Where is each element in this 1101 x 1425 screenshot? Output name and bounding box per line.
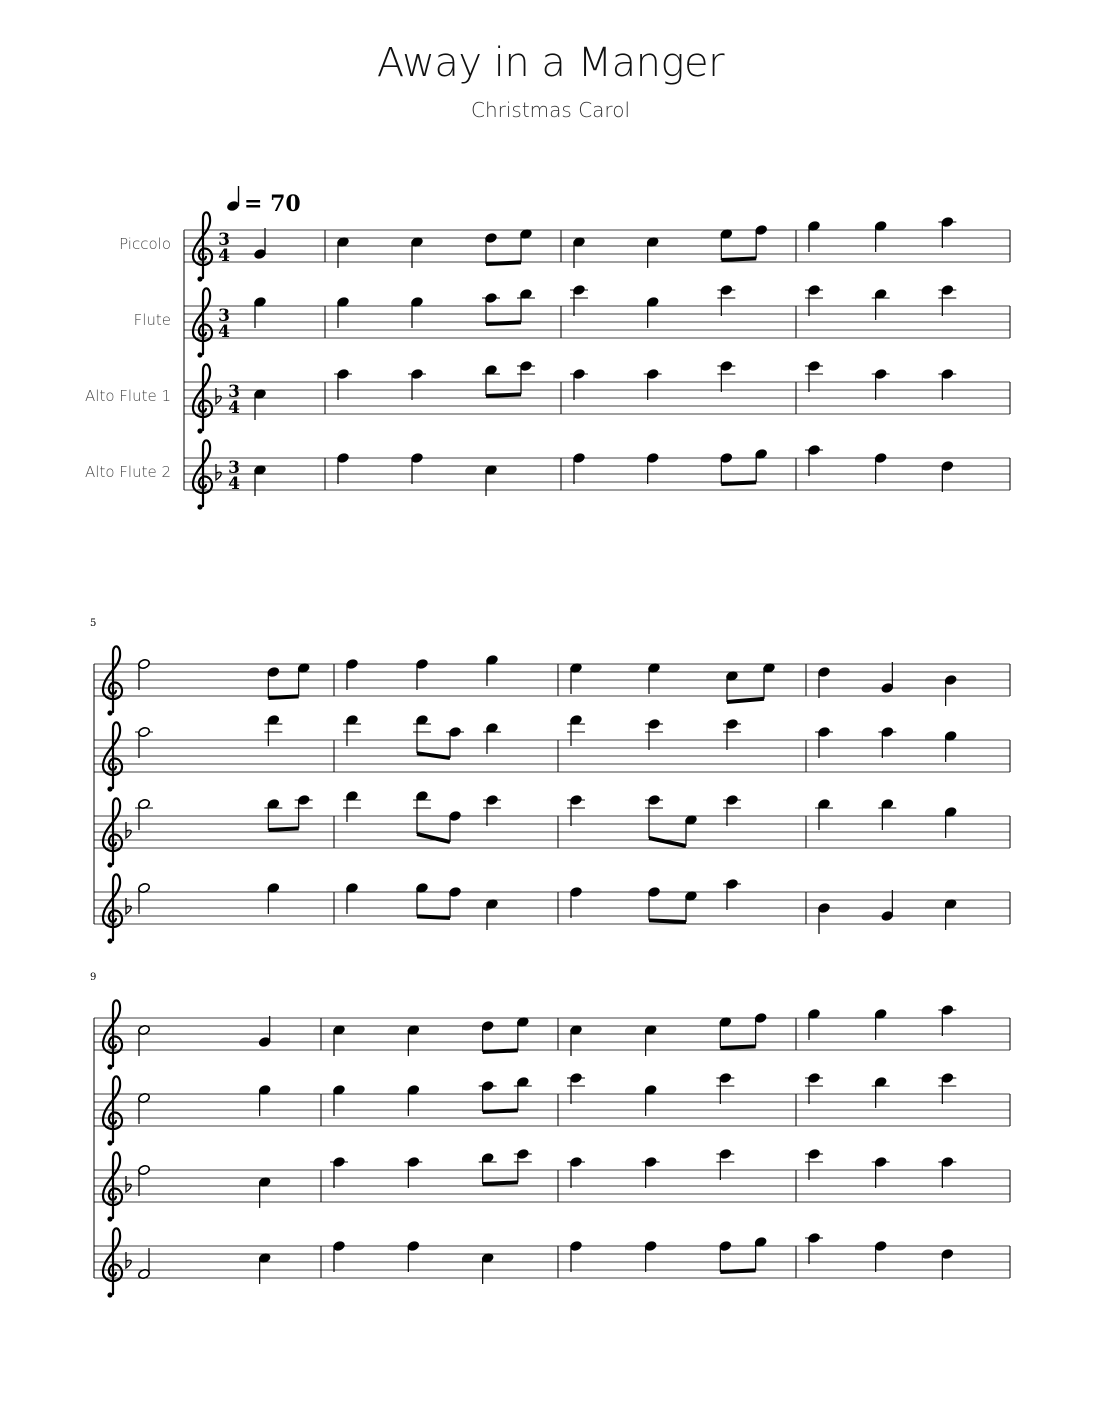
eighth-note xyxy=(413,714,431,753)
quarter-note xyxy=(648,662,661,694)
eighth-note xyxy=(648,886,661,920)
staff-system-3 xyxy=(90,972,1010,1298)
eighth-note xyxy=(264,798,282,830)
score-title: Away in a Manger xyxy=(376,40,725,86)
treble-clef-tail-icon xyxy=(197,352,202,357)
quarter-note xyxy=(941,1248,954,1280)
treble-clef-icon xyxy=(103,1076,122,1142)
eighth-note xyxy=(685,814,698,846)
quarter-note xyxy=(267,882,280,914)
beam xyxy=(721,482,756,484)
beam xyxy=(417,753,450,758)
beam xyxy=(268,828,298,830)
quarter-note xyxy=(258,1084,271,1116)
eighth-note xyxy=(685,890,698,922)
quarter-note xyxy=(717,284,735,316)
eighth-note xyxy=(514,1148,532,1182)
treble-clef-icon xyxy=(193,440,212,506)
quarter-note xyxy=(938,216,956,248)
staff-piccolo xyxy=(119,212,1010,281)
time-signature-top: 3 xyxy=(218,306,230,326)
quarter-note xyxy=(333,1084,346,1116)
quarter-note xyxy=(337,296,350,328)
beam xyxy=(483,1050,518,1052)
half-note xyxy=(138,1164,151,1196)
half-note xyxy=(138,882,151,914)
eighth-note xyxy=(754,1236,767,1270)
quarter-note xyxy=(938,1072,956,1104)
staff-piccolo xyxy=(94,1000,1010,1069)
quarter-note xyxy=(264,714,282,746)
treble-clef-icon xyxy=(103,1152,122,1218)
quarter-note xyxy=(716,1148,734,1180)
treble-clef-tail-icon xyxy=(197,504,202,509)
beam xyxy=(486,394,521,396)
quarter-note xyxy=(642,1156,660,1188)
beam xyxy=(720,1046,755,1048)
quarter-note xyxy=(258,1252,271,1284)
treble-clef-icon xyxy=(103,798,122,864)
eighth-note xyxy=(754,1012,767,1046)
eighth-note xyxy=(720,228,733,260)
staff-alto-flute-1 xyxy=(94,1148,1010,1221)
treble-clef-tail-icon xyxy=(107,862,112,867)
quarter-note xyxy=(717,360,735,392)
quarter-note xyxy=(483,722,501,754)
quarter-note xyxy=(646,296,659,328)
flat-icon xyxy=(126,898,131,914)
quarter-note xyxy=(407,1084,420,1116)
treble-clef-icon xyxy=(103,1228,122,1294)
beam xyxy=(417,834,450,842)
time-signature-top: 3 xyxy=(228,382,240,402)
quarter-note xyxy=(411,296,424,328)
instrument-label: Piccolo xyxy=(119,235,171,253)
time-signature-bottom: 4 xyxy=(228,398,240,418)
quarter-note xyxy=(874,220,887,252)
eighth-note xyxy=(517,288,535,322)
eighth-note xyxy=(719,1240,732,1272)
quarter-note xyxy=(878,726,896,758)
quarter-note xyxy=(644,1024,657,1056)
quarter-note xyxy=(881,662,894,694)
treble-clef-icon xyxy=(103,646,122,712)
quarter-note xyxy=(570,662,583,694)
staff-alto-flute-1 xyxy=(85,360,1010,433)
staff-system-2 xyxy=(90,618,1010,944)
treble-clef-tail-icon xyxy=(197,428,202,433)
half-note xyxy=(138,1248,151,1280)
quarter-note xyxy=(570,368,588,400)
quarter-note xyxy=(805,360,823,392)
eighth-note xyxy=(482,364,500,396)
eighth-note xyxy=(482,292,500,324)
quarter-note xyxy=(645,718,663,750)
half-note xyxy=(135,726,153,758)
quarter-note xyxy=(411,236,424,268)
quarter-note xyxy=(878,798,896,830)
quarter-note xyxy=(938,1156,956,1188)
eighth-note xyxy=(479,1152,497,1184)
eighth-note xyxy=(295,794,313,828)
treble-clef-tail-icon xyxy=(107,1064,112,1069)
instrument-label: Flute xyxy=(133,311,171,329)
quarter-note xyxy=(941,460,954,492)
treble-clef-icon xyxy=(193,288,212,354)
quarter-note xyxy=(570,1240,583,1272)
quarter-note xyxy=(254,296,267,328)
quarter-note xyxy=(644,1084,657,1116)
quarter-note xyxy=(407,1240,420,1272)
time-signature-top: 3 xyxy=(218,230,230,250)
eighth-note xyxy=(446,726,464,758)
quarter-note xyxy=(872,1156,890,1188)
half-note xyxy=(138,1024,151,1056)
quarter-note xyxy=(874,1240,887,1272)
beam xyxy=(649,920,686,922)
quarter-note xyxy=(723,718,741,750)
quarter-note xyxy=(818,666,831,698)
quarter-note xyxy=(333,1240,346,1272)
tempo-marking xyxy=(226,186,301,217)
staff-alto-flute-2 xyxy=(94,1228,1010,1297)
eighth-note xyxy=(297,662,310,696)
time-signature-bottom: 4 xyxy=(218,246,230,266)
staff-piccolo xyxy=(94,646,1010,715)
quarter-note xyxy=(337,452,350,484)
beam xyxy=(486,262,521,264)
treble-clef-icon xyxy=(193,364,212,430)
quarter-note xyxy=(408,368,426,400)
half-note xyxy=(135,798,153,830)
eighth-note xyxy=(516,1016,529,1050)
staff-flute xyxy=(94,1072,1010,1145)
quarter-note xyxy=(815,798,833,830)
beam xyxy=(417,916,450,918)
staff-alto-flute-1 xyxy=(94,790,1010,867)
quarter-note xyxy=(411,452,424,484)
flat-icon xyxy=(126,822,131,838)
time-signature-bottom: 4 xyxy=(228,474,240,494)
quarter-note xyxy=(570,1024,583,1056)
beam xyxy=(483,1110,518,1112)
measure-number: 5 xyxy=(90,618,97,629)
score-subtitle: Christmas Carol xyxy=(471,98,630,122)
quarter-note xyxy=(938,1004,956,1036)
quarter-note xyxy=(881,890,894,922)
beam xyxy=(649,838,686,846)
quarter-note xyxy=(805,1148,823,1180)
staff-alto-flute-2 xyxy=(85,440,1010,509)
quarter-note xyxy=(716,1072,734,1104)
quarter-note xyxy=(258,1016,271,1048)
quarter-note xyxy=(818,902,831,934)
quarter-note xyxy=(805,1072,823,1104)
quarter-note xyxy=(346,658,359,690)
treble-clef-tail-icon xyxy=(107,1140,112,1145)
eighth-note xyxy=(755,224,768,258)
eighth-note xyxy=(481,1020,494,1052)
quarter-note xyxy=(808,220,821,252)
quarter-note xyxy=(805,1232,823,1264)
eighth-note xyxy=(517,360,535,394)
eighth-note xyxy=(726,670,739,702)
treble-clef-icon xyxy=(103,1000,122,1066)
tempo-text: = 70 xyxy=(244,191,301,217)
quarter-note xyxy=(944,730,957,762)
quarter-note xyxy=(644,1240,657,1272)
quarter-note xyxy=(486,898,499,930)
treble-clef-tail-icon xyxy=(107,1292,112,1297)
quarter-note xyxy=(485,464,498,496)
quarter-note xyxy=(346,882,359,914)
instrument-label: Alto Flute 2 xyxy=(85,463,171,481)
eighth-note xyxy=(449,810,462,842)
quarter-note xyxy=(567,1156,585,1188)
quarter-note xyxy=(483,794,501,826)
quarter-note xyxy=(805,444,823,476)
half-note xyxy=(138,658,151,690)
quarter-note xyxy=(944,674,957,706)
quarter-note xyxy=(573,236,586,268)
quarter-note xyxy=(333,1024,346,1056)
eighth-note xyxy=(416,882,429,916)
quarter-note xyxy=(416,658,429,690)
quarter-note xyxy=(872,368,890,400)
treble-clef-icon xyxy=(103,874,122,940)
eighth-note xyxy=(520,228,533,262)
time-signature-top: 3 xyxy=(228,458,240,478)
treble-clef-tail-icon xyxy=(197,276,202,281)
quarter-note xyxy=(337,236,350,268)
quarter-note xyxy=(874,452,887,484)
eighth-note xyxy=(720,452,733,484)
quarter-note xyxy=(567,794,585,826)
quarter-note xyxy=(808,1008,821,1040)
measure-number: 9 xyxy=(90,972,97,983)
quarter-note xyxy=(334,368,352,400)
staff-flute xyxy=(94,714,1010,791)
quarter-note xyxy=(815,726,833,758)
quarter-note xyxy=(407,1024,420,1056)
quarter-note xyxy=(872,1076,890,1108)
quarter-note xyxy=(944,898,957,930)
beam xyxy=(727,699,764,702)
quarter-note xyxy=(567,714,585,746)
treble-clef-tail-icon xyxy=(107,1216,112,1221)
quarter-note xyxy=(938,284,956,316)
beam xyxy=(268,696,298,698)
quarter-note xyxy=(573,452,586,484)
quarter-note xyxy=(570,886,583,918)
quarter-note xyxy=(254,464,267,496)
eighth-note xyxy=(449,886,462,918)
beam xyxy=(486,322,521,324)
quarter-note xyxy=(646,236,659,268)
quarter-note xyxy=(486,654,499,686)
quarter-note xyxy=(805,284,823,316)
staff-system-1 xyxy=(85,186,1010,510)
staff-alto-flute-2 xyxy=(94,874,1010,943)
quarter-note xyxy=(872,288,890,320)
time-signature-bottom: 4 xyxy=(218,322,230,342)
treble-clef-icon xyxy=(103,722,122,788)
quarter-note xyxy=(723,878,741,910)
quarter-note xyxy=(646,452,659,484)
quarter-note xyxy=(644,368,662,400)
treble-clef-tail-icon xyxy=(107,786,112,791)
quarter-note xyxy=(874,1008,887,1040)
quarter-note xyxy=(343,790,361,822)
beam xyxy=(721,258,756,260)
quarter-note xyxy=(404,1156,422,1188)
quarter-note xyxy=(254,228,267,260)
eighth-note xyxy=(479,1080,497,1112)
treble-clef-icon xyxy=(193,212,212,278)
quarter-note xyxy=(481,1252,494,1284)
quarter-note xyxy=(258,1176,271,1208)
treble-clef-tail-icon xyxy=(107,710,112,715)
eighth-note xyxy=(267,666,280,698)
quarter-note xyxy=(254,388,267,420)
staff-flute xyxy=(134,284,1010,357)
quarter-note xyxy=(944,806,957,838)
quarter-note xyxy=(343,714,361,746)
quarter-note xyxy=(938,368,956,400)
eighth-note xyxy=(514,1076,532,1110)
beam xyxy=(483,1182,518,1184)
quarter-note xyxy=(570,284,588,316)
quarter-note xyxy=(567,1072,585,1104)
eighth-note xyxy=(763,662,776,698)
instrument-label: Alto Flute 1 xyxy=(85,387,171,405)
beam xyxy=(720,1270,755,1272)
eighth-note xyxy=(413,790,431,834)
eighth-note xyxy=(719,1016,732,1048)
half-note xyxy=(138,1092,151,1124)
quarter-note xyxy=(330,1156,348,1188)
treble-clef-tail-icon xyxy=(107,938,112,943)
eighth-note xyxy=(755,448,768,482)
eighth-note xyxy=(485,232,498,264)
quarter-note xyxy=(723,794,741,826)
